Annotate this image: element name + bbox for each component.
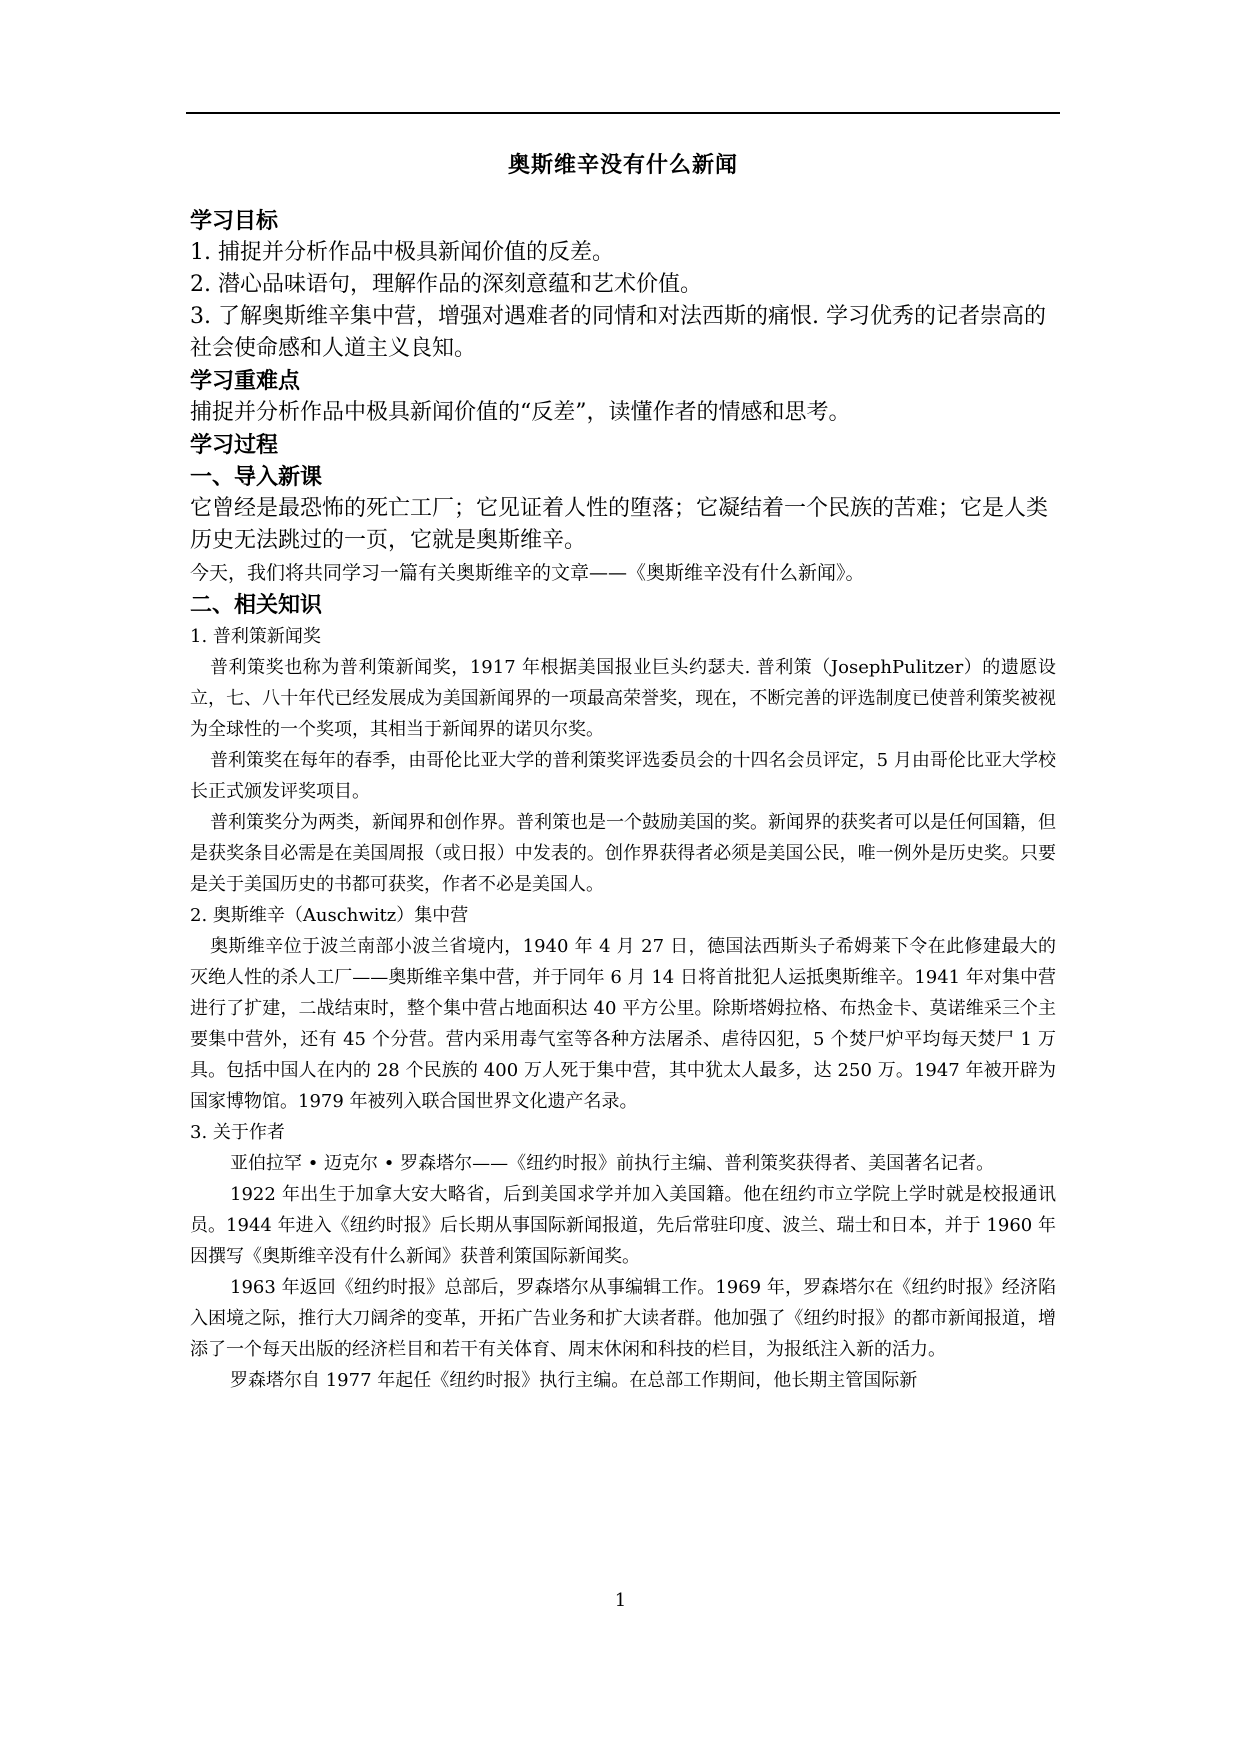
author-paragraph: 罗森塔尔自 1977 年起任《纽约时报》执行主编。在总部工作期间，他长期主管国际新 [230,1370,918,1391]
document-body [190,148,1056,1396]
pulitzer-subheading: 1. 普利策新闻奖 [190,626,321,647]
auschwitz-paragraph: 奥斯维辛位于波兰南部小波兰省境内，1940 年 4 月 27 日，德国法西斯头子希姆莱下令在此修建最大的灭绝人性的杀人工厂——奥斯维辛集中营，并于同年 6 月 14 日将首批犯人运抵奥斯维辛。1941 年对集中营进行了扩建，二战结束时，整个集中营占地面积达 40 平方公里。除斯塔姆拉格、布热金卡、莫诺维采三个主要集中营外，还有 45 个分营。营内采用毒气室等各种方法屠杀、虐待囚犯，5 个焚尸炉平均每天焚尸 1 万具。包括中国人在内的 28 个民族的 400 万人死于集中营，其中犹太人最多，达 250 万。1947 年被开辟为国家博物馆。1979 年被列入联合国世界文化遗产名录。 [190,936,1056,1112]
key-points-heading: 学习重难点 [190,368,301,394]
objectives-heading: 学习目标 [190,208,279,234]
objective-item: 2. 潜心品味语句，理解作品的深刻意蕴和艺术价值。 [190,272,702,297]
author-paragraph: 亚伯拉罕 • 迈克尔 • 罗森塔尔——《纽约时报》前执行主编、普利策奖获得者、美国著名记者。 [230,1153,995,1174]
author-paragraph: 1963 年返回《纽约时报》总部后，罗森塔尔从事编辑工作。1969 年，罗森塔尔在《纽约时报》经济陷入困境之际，推行大刀阔斧的变革，开拓广告业务和扩大读者群。他加强了《纽约时报》的都市新闻报道，增添了一个每天出版的经济栏目和若干有关体育、周末休闲和科技的栏目，为报纸注入新的活力。 [190,1277,1056,1360]
page-number: 1 [614,1590,627,1611]
pulitzer-paragraph: 普利策奖也称为普利策新闻奖，1917 年根据美国报业巨头约瑟夫. 普利策（JosephPulitzer）的遗愿设立，七、八十年代已经发展成为美国新闻界的一项最高荣誉奖，现在，不断完善的评选制度已使普利策奖被视为全球性的一个奖项，其相当于新闻界的诺贝尔奖。 [190,657,1056,740]
process-heading: 学习过程 [190,432,279,458]
intro-small-text: 今天，我们将共同学习一篇有关奥斯维辛的文章——《奥斯维辛没有什么新闻》。 [190,562,865,584]
knowledge-heading: 二、相关知识 [190,592,323,618]
intro-heading: 一、导入新课 [190,464,323,490]
auschwitz-subheading: 2. 奥斯维辛（Auschwitz）集中营 [190,905,469,926]
key-points-text: 捕捉并分析作品中极具新闻价值的“反差”，读懂作者的情感和思考。 [190,400,851,425]
pulitzer-paragraph: 普利策奖分为两类，新闻界和创作界。普利策也是一个鼓励美国的奖。新闻界的获奖者可以是任何国籍，但是获奖条目必需是在美国周报（或日报）中发表的。创作界获得者必须是美国公民，唯一例外是历史奖。只要是关于美国历史的书都可获奖，作者不必是美国人。 [190,812,1056,895]
document-title: 奥斯维辛没有什么新闻 [507,152,738,178]
objective-item: 1. 捕捉并分析作品中极具新闻价值的反差。 [190,240,614,265]
objective-item: 3. 了解奥斯维辛集中营，增强对遇难者的同情和对法西斯的痛恨. 学习优秀的记者崇高的社会使命感和人道主义良知。 [190,304,1046,361]
header-rule [186,112,1060,114]
author-paragraph: 1922 年出生于加拿大安大略省，后到美国求学并加入美国籍。他在纽约市立学院上学时就是校报通讯员。1944 年进入《纽约时报》后长期从事国际新闻报道，先后常驻印度、波兰、瑞士和日本，并于 1960 年因撰写《奥斯维辛没有什么新闻》获普利策国际新闻奖。 [190,1184,1056,1267]
intro-text: 它曾经是最恐怖的死亡工厂；它见证着人性的堕落；它凝结着一个民族的苦难；它是人类历史无法跳过的一页，它就是奥斯维辛。 [190,496,1049,553]
pulitzer-paragraph: 普利策奖在每年的春季，由哥伦比亚大学的普利策奖评选委员会的十四名会员评定，5 月由哥伦比亚大学校长正式颁发评奖项目。 [190,750,1056,802]
author-subheading: 3. 关于作者 [190,1122,285,1143]
